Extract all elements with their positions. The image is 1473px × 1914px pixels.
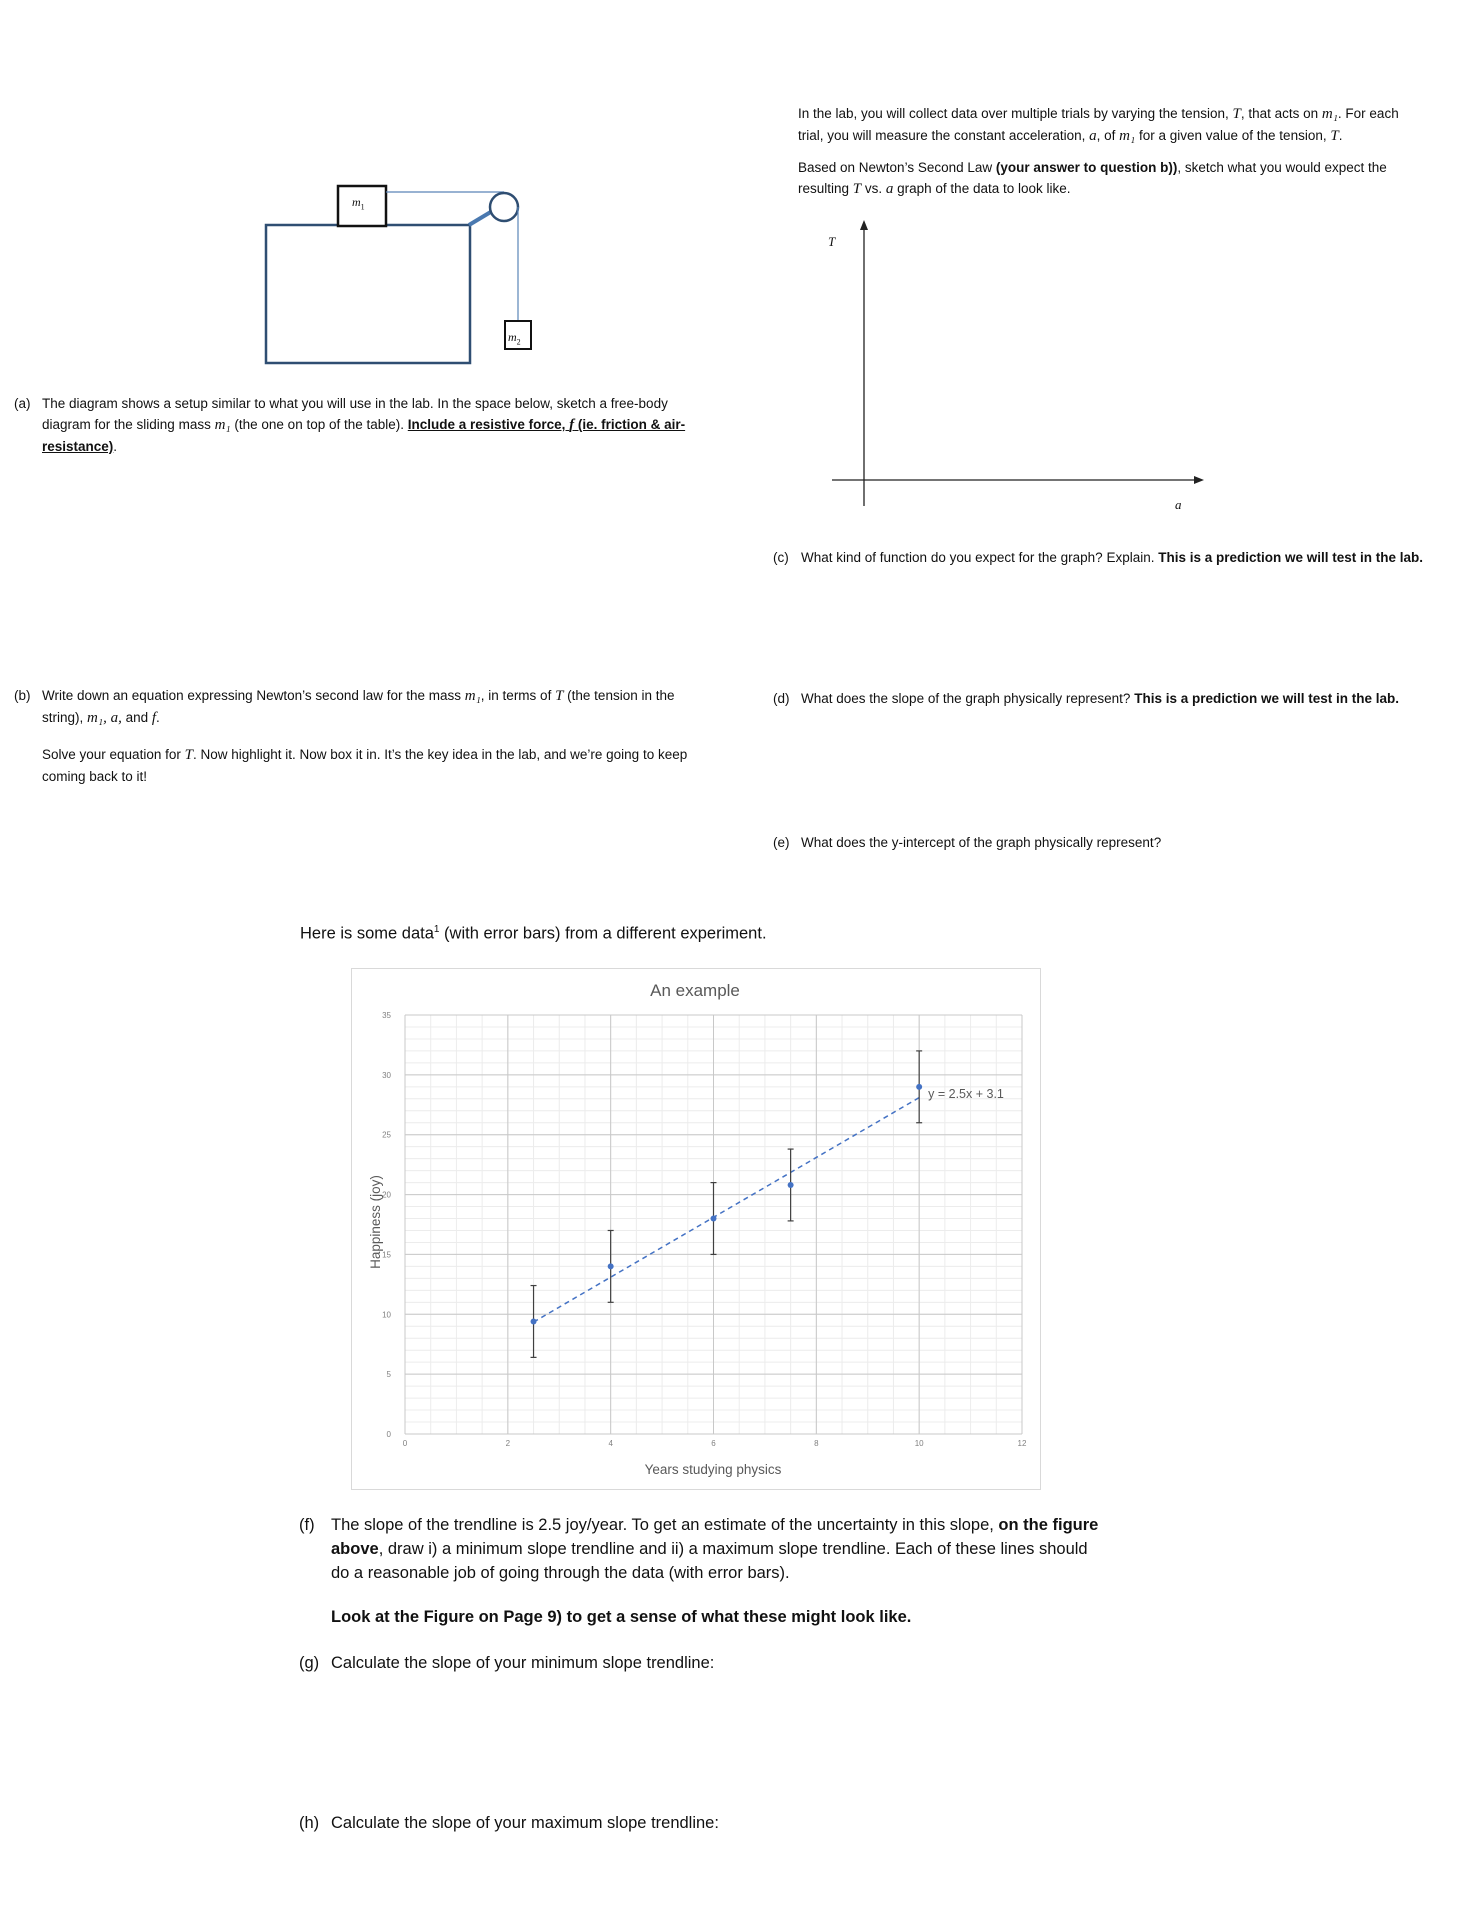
question-g-label: (g) — [299, 1654, 320, 1672]
y-tick-label: 5 — [386, 1370, 391, 1380]
chart-title: An example — [650, 981, 740, 1000]
question-h: (h) Calculate the slope of your maximum slope trendline: — [299, 1811, 1099, 1835]
pulley — [490, 193, 518, 221]
data-point — [608, 1263, 614, 1269]
sketch-y-label: T — [828, 234, 836, 249]
sketch-y-arrow — [860, 220, 868, 230]
question-c-label: (c) — [773, 550, 789, 565]
question-a-label: (a) — [14, 396, 31, 411]
data-point — [916, 1084, 922, 1090]
question-e: (e) What does the y-intercept of the graph physically represent? — [773, 832, 1453, 853]
data-point — [531, 1318, 537, 1324]
sketch-x-arrow — [1194, 476, 1204, 484]
question-f-note: Look at the Figure on Page 9) to get a sense of what these might look like. — [331, 1608, 912, 1626]
y-tick-label: 0 — [386, 1430, 391, 1439]
question-d: (d) What does the slope of the graph physically represent? This is a prediction we will test in the lab. — [773, 688, 1453, 709]
question-f: (f) The slope of the trendline is 2.5 joy/year. To get an estimate of the uncertainty in this slope, on the figure above, draw i) a minimum slope trendline and ii) a maximum slope trendline. Each of these lines should do a reasonable job of going through the data (with error bars). Look at the Figure on Page 9) to get a sense of what these might look like. — [299, 1513, 1099, 1629]
y-tick-label: 30 — [382, 1070, 391, 1080]
question-b-label: (b) — [14, 688, 31, 703]
question-f-label: (f) — [299, 1516, 315, 1534]
intro-paragraph-1: In the lab, you will collect data over multiple trials by varying the tension, T, that acts on m₁. For each trial, you will measure the constant acceleration, a, of m₁ for a given value of the tension, T. — [798, 106, 1399, 144]
y-tick-label: 35 — [382, 1011, 391, 1020]
x-axis-label: Years studying physics — [644, 1462, 782, 1477]
data-point — [788, 1182, 794, 1188]
chart — [351, 968, 1041, 1490]
trendline-equation: y = 2.5x + 3.1 — [928, 1087, 1004, 1101]
x-tick-label: 4 — [608, 1439, 613, 1448]
x-tick-label: 12 — [1017, 1439, 1027, 1448]
intro-paragraph-2: Based on Newton’s Second Law (your answer to question b)), sketch what you would expect the resulting T vs. a graph of the data to look like. — [798, 160, 1387, 197]
y-axis-label: Happiness (joy) — [368, 1175, 383, 1269]
question-h-label: (h) — [299, 1814, 320, 1832]
x-tick-label: 10 — [914, 1439, 924, 1448]
table — [266, 225, 470, 363]
x-tick-label: 8 — [814, 1439, 819, 1448]
question-g: (g) Calculate the slope of your minimum slope trendline: — [299, 1651, 1099, 1675]
m1-label: $m_1$ — [352, 195, 365, 212]
chart-frame — [352, 969, 1041, 1490]
y-tick-label: 10 — [382, 1310, 391, 1320]
y-tick-label: 25 — [382, 1130, 391, 1140]
question-b: (b) Write down an equation expressing Newton’s second law for the mass m₁, in terms of T (the tension in the string), m₁, a, and f. Solve your equation for T. Now highlight it. Now box it in. It’s the key idea in the lab, and we’re going to keep coming back to it! — [14, 685, 714, 787]
question-b-solve: Solve your equation for T. Now highlight it. Now box it in. It’s the key idea in the lab, and we’re going to keep coming back to it! — [42, 747, 688, 784]
x-tick-label: 6 — [711, 1439, 716, 1448]
question-d-label: (d) — [773, 691, 790, 706]
question-e-label: (e) — [773, 835, 790, 850]
sketch-axes — [820, 218, 1220, 518]
x-tick-label: 0 — [402, 1439, 408, 1448]
sketch-x-label: a — [1175, 497, 1182, 512]
y-tick-label: 15 — [382, 1250, 391, 1260]
data-point — [711, 1216, 717, 1222]
x-tick-label: 2 — [505, 1439, 511, 1448]
data-intro: Here is some data$^1$ (with error bars) from a different experiment. — [300, 924, 767, 943]
setup-diagram — [250, 175, 550, 375]
m2-label: $m_2$ — [508, 330, 521, 347]
y-tick-label: 20 — [382, 1190, 391, 1200]
question-c: (c) What kind of function do you expect for the graph? Explain. This is a prediction we will test in the lab. — [773, 547, 1453, 568]
question-a: (a) The diagram shows a setup similar to what you will use in the lab. In the space below, sketch a free-body diagram for the sliding mass m₁ (the one on top of the table). Include a resistive force, f (ie. friction & air-resistance). — [14, 393, 714, 457]
